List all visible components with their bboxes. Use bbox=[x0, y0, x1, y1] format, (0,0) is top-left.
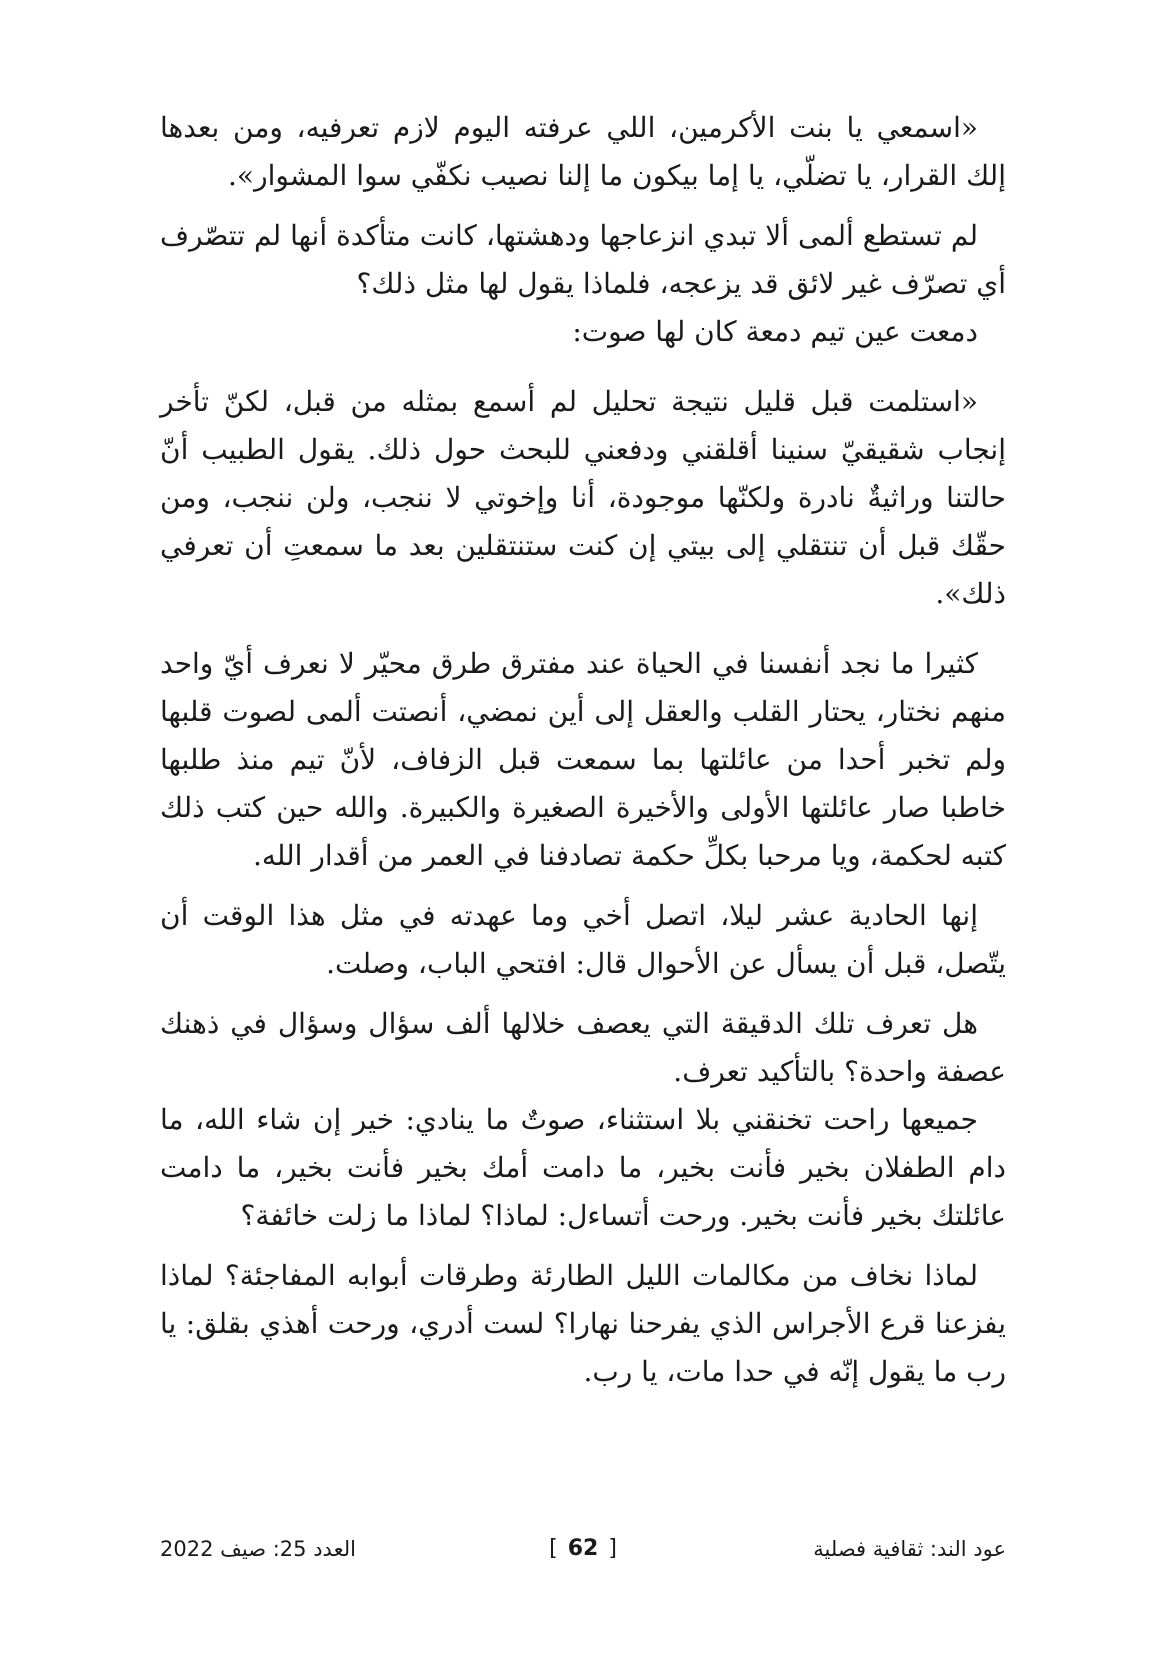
paragraph-1: «اسمعي يا بنت الأكرمين، اللي عرفته اليوم لازم تعرفيه، ومن بعدها إلك القرار، يا تضلّي، يا إما بيكون ما إلنا نصيب نكفّي سوا المشوار». bbox=[160, 111, 1006, 192]
article-body bbox=[160, 104, 1006, 1396]
paragraph-5: كثيرا ما نجد أنفسنا في الحياة عند مفترق طرق محيّر لا نعرف أيّ واحد منهم نختار، يحتار القلب والعقل إلى أين نمضي، أنصتت ألمى لصوت قلبها ولم تخبر أحدا من عائلتها بما سمعت قبل الزفاف، لأنّ تيم منذ طلبها خاطبا صار عائلتها الأولى والأخيرة الصغيرة والكبيرة. والله حين كتب ذلك كتبه لحكمة، ويا مرحبا بكلِّ حكمة تصادفنا في العمر من أقدار الله. bbox=[160, 647, 1006, 872]
page-footer bbox=[160, 1531, 1006, 1567]
paragraph-9: لماذا نخاف من مكالمات الليل الطارئة وطرقات أبوابه المفاجئة؟ لماذا يفزعنا قرع الأجراس الذي يفرحنا نهارا؟ لست أدري، ورحت أهذي بقلق: يا رب ما يقول إنّه في حدا مات، يا رب. bbox=[160, 1259, 1006, 1388]
paragraph-7: هل تعرف تلك الدقيقة التي يعصف خلالها ألف سؤال وسؤال في ذهنك عصفة واحدة؟ بالتأكيد تعرف. bbox=[160, 1007, 1006, 1088]
paragraph-8: جميعها راحت تخنقني بلا استثناء، صوتٌ ما ينادي: خير إن شاء الله، ما دام الطفلان بخير فأنت بخير، ما دامت أمك بخير فأنت بخير، ما دامت عائلتك بخير فأنت بخير. ورحت أتساءل: لماذا؟ لماذا ما زلت خائفة؟ bbox=[160, 1103, 1006, 1232]
paragraph-2: لم تستطع ألمى ألا تبدي انزعاجها ودهشتها، كانت متأكدة أنها لم تتصّرف أي تصرّف غير لائق قد يزعجه، فلماذا يقول لها مثل ذلك؟ bbox=[160, 219, 1006, 300]
paragraph-6: إنها الحادية عشر ليلا، اتصل أخي وما عهدته في مثل هذا الوقت أن يتّصل، قبل أن يسأل عن الأحوال قال: افتحي الباب، وصلت. bbox=[160, 899, 1006, 980]
page-bracket-open: [ bbox=[549, 1536, 558, 1561]
paragraph-3: دمعت عين تيم دمعة كان لها صوت: bbox=[572, 315, 978, 348]
page-bracket-close: ] bbox=[608, 1536, 617, 1561]
journal-name: عود الند: ثقافية فصلية bbox=[813, 1537, 1006, 1561]
issue-label: العدد 25: صيف 2022 bbox=[160, 1537, 356, 1561]
paragraph-4: «استلمت قبل قليل نتيجة تحليل لم أسمع بمثله من قبل، لكنّ تأخر إنجاب شقيقيّ سنينا أقلقني ودفعني للبحث حول ذلك. يقول الطبيب أنّ حالتنا وراثيةٌ نادرة ولكنّها موجودة، أنا وإخوتي لا ننجب، ولن ننجب، ومن حقّك قبل أن تنتقلي إلى بيتي إن كنت ستنتقلين بعد ما سمعتِ أن تعرفي ذلك». bbox=[160, 385, 1006, 610]
page-number: 62 bbox=[567, 1536, 599, 1561]
